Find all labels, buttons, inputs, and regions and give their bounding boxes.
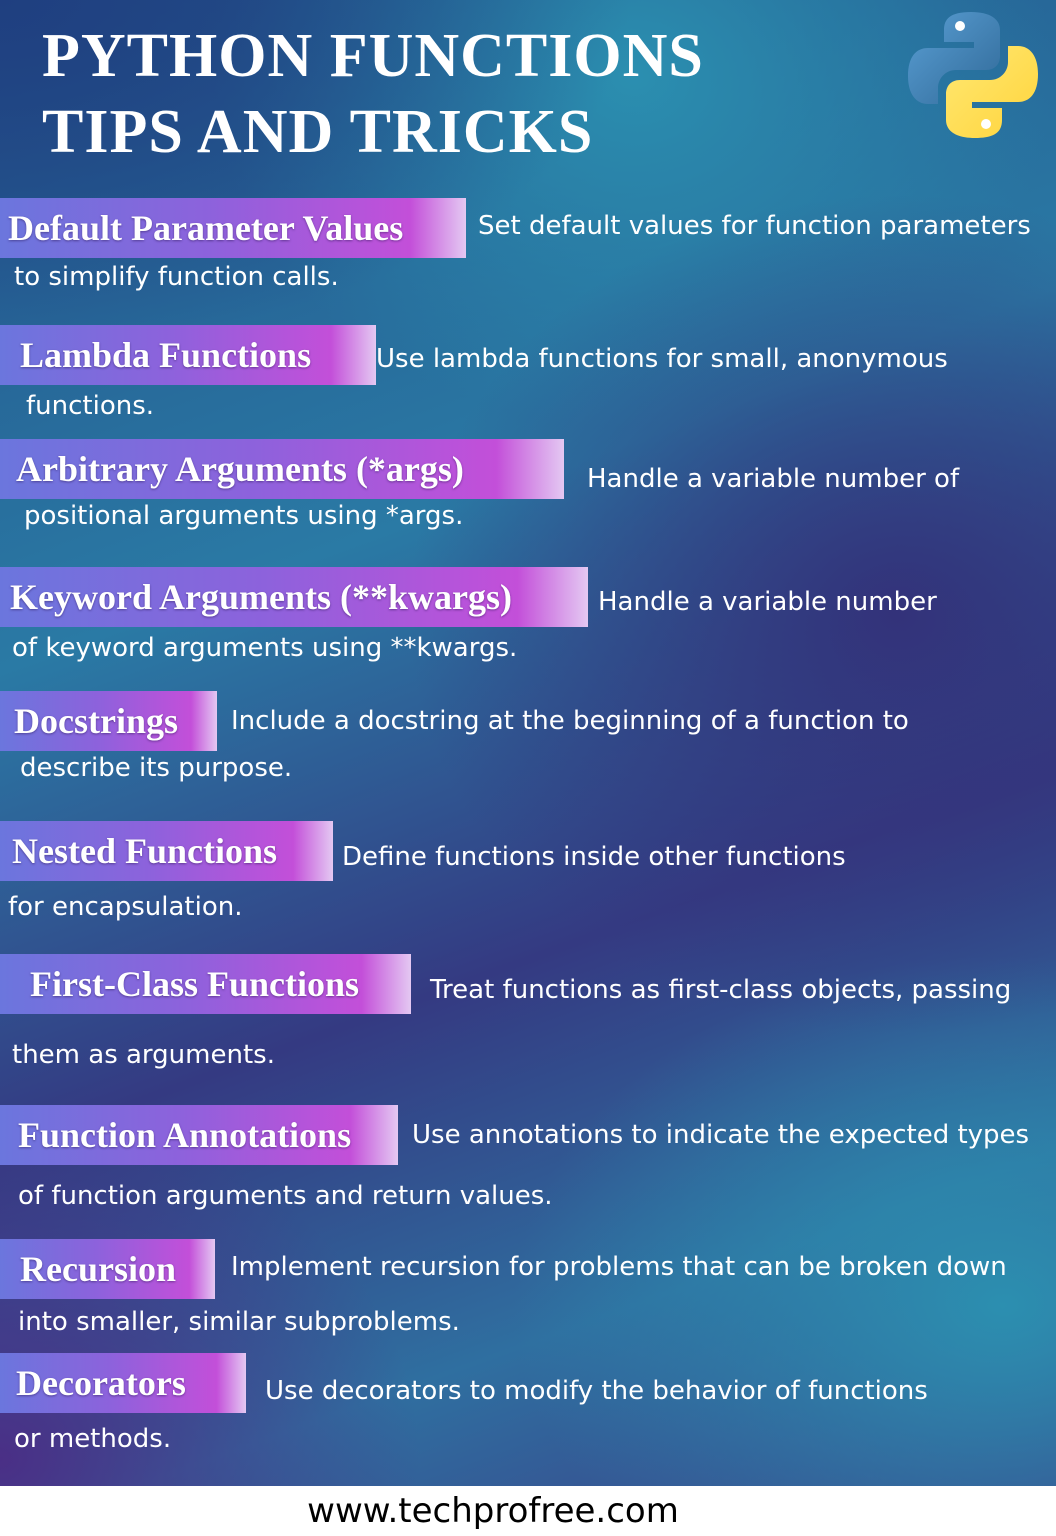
tip-description-line-2: positional arguments using *args.: [24, 501, 464, 531]
tip-description-line-2: for encapsulation.: [8, 892, 243, 922]
title-line-1: PYTHON FUNCTIONS: [42, 22, 704, 90]
tip-description-line-2: of keyword arguments using **kwargs.: [12, 633, 518, 663]
tip-description-line-2: describe its purpose.: [20, 753, 293, 783]
tip-description-line-1: Use annotations to indicate the expected types: [412, 1120, 1030, 1150]
tip-description-line-2: or methods.: [14, 1424, 172, 1454]
tip-description-line-2: to simplify function calls.: [14, 262, 339, 292]
tip-title: Recursion: [20, 1249, 176, 1289]
tip-description-line-1: Treat functions as first-class objects, passing: [430, 975, 1012, 1005]
tip-title-badge: [0, 1353, 246, 1413]
tip-title-badge: [0, 325, 376, 385]
tip-title-badge: [0, 567, 588, 627]
tip-title: Docstrings: [14, 701, 178, 741]
tip-title-badge: [0, 198, 466, 258]
tip-title: Decorators: [16, 1363, 186, 1403]
python-logo-icon: [906, 8, 1040, 142]
tip-description-line-1: Handle a variable number of: [587, 464, 960, 494]
tip-title-badge: [0, 691, 217, 751]
tip-title: First-Class Functions: [30, 964, 360, 1004]
page-title: [42, 18, 704, 170]
tip-description-line-1: Implement recursion for problems that can be broken down: [231, 1252, 1007, 1282]
footer-bar: [0, 1486, 1056, 1536]
footer-website-link[interactable]: www.techprofree.com: [307, 1491, 679, 1531]
tip-title-badge: [0, 439, 564, 499]
tip-description-line-1: Use decorators to modify the behavior of functions: [265, 1376, 928, 1406]
tip-title-badge: [0, 821, 333, 881]
tip-description-line-1: Set default values for function parameters: [478, 211, 1031, 241]
title-line-2: TIPS AND TRICKS: [42, 98, 594, 166]
tip-title: Nested Functions: [12, 831, 278, 871]
tip-description-line-2: into smaller, similar subproblems.: [18, 1307, 460, 1337]
tip-description-line-1: Handle a variable number: [598, 587, 937, 617]
tip-title: Arbitrary Arguments (*args): [16, 449, 464, 489]
tip-title: Function Annotations: [18, 1115, 352, 1155]
tip-description-line-2: functions.: [26, 391, 155, 421]
tip-description-line-1: Use lambda functions for small, anonymous: [376, 344, 948, 374]
tip-title: Lambda Functions: [20, 335, 312, 375]
tip-description-line-2: them as arguments.: [12, 1040, 275, 1070]
tip-title-badge: [0, 954, 411, 1014]
tip-description-line-2: of function arguments and return values.: [18, 1181, 553, 1211]
tip-description-line-1: Define functions inside other functions: [342, 842, 846, 872]
tip-description-line-1: Include a docstring at the beginning of a function to: [231, 706, 909, 736]
tip-title: Default Parameter Values: [8, 208, 404, 248]
tip-title-badge: [0, 1105, 398, 1165]
tip-title-badge: [0, 1239, 215, 1299]
tip-title: Keyword Arguments (**kwargs): [10, 577, 512, 617]
